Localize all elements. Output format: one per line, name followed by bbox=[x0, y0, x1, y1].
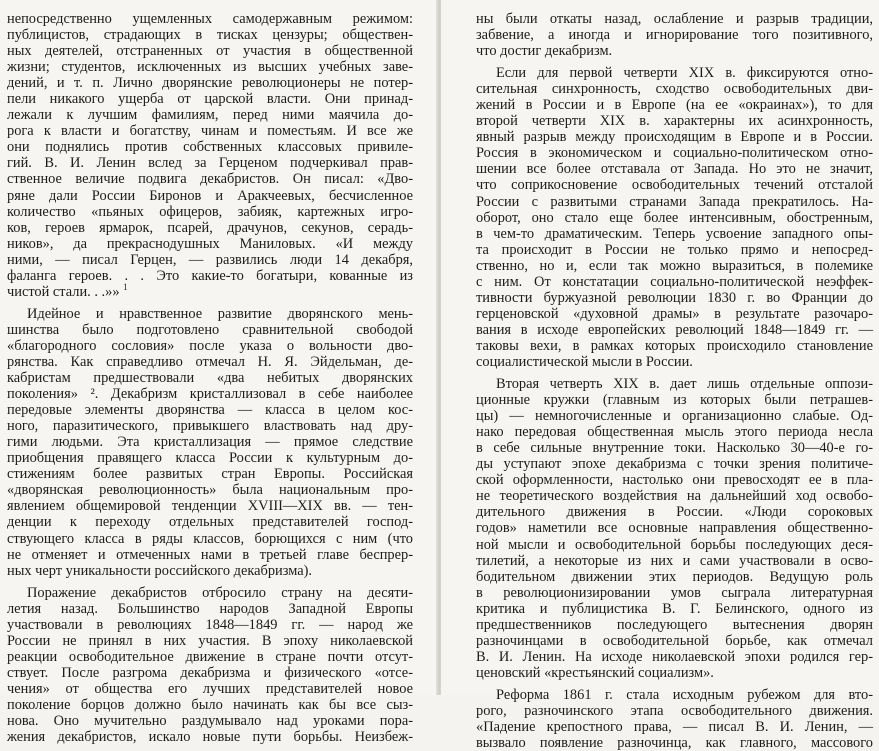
text-line: ствующего класса в ряды классов, борющихся с ним (что bbox=[7, 530, 413, 547]
text-line: забвение, а иногда и игнорирование того позитивного, bbox=[476, 27, 873, 44]
text-line: ними, — писал Герцен, — развились люди 14 декабря, bbox=[7, 251, 413, 268]
text-line: критика и публицистика В. Г. Белинского, одного из bbox=[476, 600, 873, 617]
text-line: фаланга героев. . . Это какие-то богатыри, кованные из bbox=[7, 267, 413, 284]
text-line: бодительном движении этих периодов. Ведущую роль bbox=[476, 568, 873, 585]
text-line: Поражение декабристов отбросило страну на десяти- bbox=[27, 584, 413, 601]
text-line: поколения» ². Декабризм кристаллизовал в себе наиболее bbox=[7, 386, 413, 403]
text-line: ствует. После разгрома декабризма и физического «отсе- bbox=[7, 664, 413, 681]
text-line: нако передовая общественная мысль этого периода несла bbox=[476, 424, 873, 441]
text-line: дительного движения в России. «Люди сороковых bbox=[476, 504, 873, 521]
text-line: гими людьми. Эта кристаллизация — прямое следствие bbox=[7, 434, 413, 451]
text-line: чистой стали. . .»» bbox=[7, 283, 124, 300]
text-line: Реформа 1861 г. стала исходным рубежом для вто- bbox=[496, 686, 873, 703]
text-line: в себе сильные внутренние токи. Насколько 30—40-е го- bbox=[476, 440, 873, 457]
text-line: «Падение крепостного права, — писал В. И. Ленин, — bbox=[476, 719, 873, 736]
text-line: явлением общемировой тенденции XVIII—XIX вв. — тен- bbox=[7, 498, 413, 515]
text-line: цы) — немногочисленные и организационно слабые. Од- bbox=[476, 408, 873, 425]
text-line: ственно, но и, если так можно выразиться, в полемике bbox=[476, 257, 873, 274]
text-line: что соприкосновение освободительных течений отсталой bbox=[476, 177, 873, 194]
text-line: публицистов, страдающих в тисках цензуры; обществен- bbox=[7, 27, 413, 44]
text-line: шинства было подготовлено сравнительной свободой bbox=[7, 321, 413, 338]
text-line: приобщения правящего класса России к культурным до- bbox=[7, 450, 413, 467]
text-line: количество «пьяных офицеров, забияк, картежных игро- bbox=[7, 203, 413, 220]
text-line: оборот, оно стало еще более интенсивным, обостренным, bbox=[476, 209, 873, 226]
text-line: рянства. Как справедливо отмечал Н. Я. Эйдельман, де- bbox=[7, 353, 413, 370]
text-line: вызвало появление разночинца, как главного, массового bbox=[476, 735, 873, 751]
text-line: таковы вехи, в рамках которых происходило становление bbox=[476, 337, 873, 354]
text-line: в революционизировании умов сыграла литературная bbox=[476, 584, 873, 601]
text-line: ственное величие подвига декабристов. Он писал: «Дво- bbox=[7, 171, 413, 188]
text-line: шении все более отставала от Запада. Но это не значит, bbox=[476, 161, 873, 178]
text-line: непосредственно ущемленных самодержавным режимом: bbox=[7, 11, 413, 27]
left-page bbox=[0, 0, 438, 746]
left-page-text bbox=[7, 11, 413, 745]
text-line: ды уступают эпохе декабризма с точки зрения политиче- bbox=[476, 456, 873, 473]
text-line: реакции освободительное движение в стране почти отсут- bbox=[7, 648, 413, 665]
footnote-marker: 1 bbox=[123, 282, 128, 292]
text-line: годов» наметили все основные направления общественно- bbox=[476, 520, 873, 537]
text-line: дений, и т. п. Лично дворянские революционеры не потер- bbox=[7, 75, 413, 92]
text-line: денции к переходу отдельных представителей господ- bbox=[7, 514, 413, 531]
text-line: стижениям более развитых стран Европы. Российская bbox=[7, 466, 413, 483]
text-line: «дворянская революционность» была национальным про- bbox=[7, 482, 413, 499]
text-line: ков, героев ярмарок, псарей, драчунов, секунов, серадь- bbox=[7, 219, 413, 236]
text-line: они поднялись против собственных классовых привиле- bbox=[7, 139, 413, 156]
text-line: сительная синхронность, сходство освободительных дви- bbox=[476, 81, 873, 98]
text-line: лежали к лучшим фамилиям, перед ними маячила до- bbox=[7, 107, 413, 124]
text-line: что достиг декабризм. bbox=[476, 43, 613, 60]
text-line: ны были откаты назад, ослабление и разрыв традиции, bbox=[476, 11, 873, 27]
text-line: Если для первой четверти XIX в. фиксируются отно- bbox=[496, 65, 873, 82]
right-page-text bbox=[476, 11, 873, 751]
text-line: в чем-то драматическим. Теперь усвоение западного опы- bbox=[476, 225, 873, 242]
text-line: В. И. Ленин. На исходе николаевской эпохи родился гер- bbox=[476, 648, 873, 665]
text-line: та происходит в России не только прямо и непосред- bbox=[476, 241, 873, 258]
text-line: Вторая четверть XIX в. дает лишь отдельные оппози- bbox=[496, 376, 873, 393]
text-line: ных деятелей, отстраненных от участия в общественной bbox=[7, 43, 413, 60]
right-page bbox=[441, 0, 879, 751]
text-line: ценовский «крестьянский социализм». bbox=[476, 664, 714, 681]
text-line: явный разрыв между происходящим в Европе и в России. bbox=[476, 129, 873, 146]
text-line: Идейное и нравственное развитие дворянского мень- bbox=[27, 305, 413, 322]
text-line: рого, разночинского этапа освободительного движения. bbox=[476, 702, 873, 719]
text-line: жений в России и в Европе (на ее «окраинах»), то для bbox=[476, 97, 873, 114]
text-line: с ним. От констатации социально-политической неэффек- bbox=[476, 273, 873, 290]
text-line: разночинцами в освободительной борьбе, как отмечал bbox=[476, 632, 873, 649]
text-line: предшественников последующего вытеснения дворян bbox=[476, 616, 873, 633]
text-line: Россия в экономическом и социально-политическом отно- bbox=[476, 145, 873, 162]
text-line: ряне дали России Биронов и Аракчеевых, бесчисленное bbox=[7, 187, 413, 204]
text-line: не теоретического воздействия на дальнейший ход освобо- bbox=[476, 488, 873, 505]
text-line: не отменяет и отмеченных нами в третьей главе беспрер- bbox=[7, 546, 413, 563]
text-line: герценовской «духовной драмы» в результате разочаро- bbox=[476, 305, 873, 322]
text-line: нова. Оно мучительно раздумывало над уроками пора- bbox=[7, 713, 413, 730]
text-line: ников», да прекраснодушных Маниловых. «И между bbox=[7, 235, 413, 252]
text-line: ской оформленности, настолько они превосходят ее в пла- bbox=[476, 472, 873, 489]
text-line: летия назад. Большинство народов Западной Европы bbox=[7, 600, 413, 617]
text-line: ционные кружки (главным из которых были петрашев- bbox=[476, 392, 873, 409]
text-line: участвовали в революциях 1848—1849 гг. — народ же bbox=[7, 616, 413, 633]
text-line: ных черт уникальности российского декабризма). bbox=[7, 562, 312, 579]
text-line: тивности буржуазной революции 1830 г. во Франции до bbox=[476, 289, 873, 306]
text-line: рога к власти и богатству, чинам и поместьям. И все же bbox=[7, 123, 413, 140]
text-line: пели никакого ущерба от царской власти. Они принад- bbox=[7, 91, 413, 108]
text-line: России не принял в них участия. В эпоху николаевской bbox=[7, 632, 413, 649]
text-line: ного, паразитического, привыкшего властвовать над дру- bbox=[7, 418, 413, 435]
text-line: кабристам предшествовали «два небитых дворянских bbox=[7, 370, 413, 387]
text-line: «благородного сословия» после указа о вольности дво- bbox=[7, 337, 413, 354]
text-line: поколение борцов должно было начинать как бы все сыз- bbox=[7, 696, 413, 713]
text-line: передовые элементы дворянства — класса в целом кос- bbox=[7, 402, 413, 419]
text-line: жения декабристов, искало новые пути борьбы. Неизбеж- bbox=[7, 729, 413, 746]
text-line: жизни; студентов, исключенных из высших учебных заве- bbox=[7, 59, 413, 76]
text-line: второй четверти XIX в. характерны их асинхронность, bbox=[476, 113, 873, 130]
text-line: социалистической мысли в России. bbox=[476, 353, 693, 370]
text-line: гий. В. И. Ленин вслед за Герценом подчеркивал прав- bbox=[7, 155, 413, 172]
text-line: России с развитыми странами Запада прекратилось. На- bbox=[476, 193, 873, 210]
text-line: тилетий, а некоторые из них и сами участвовали в осво- bbox=[476, 552, 873, 569]
text-line-with-footnote bbox=[7, 284, 413, 300]
text-line: чения» от общества его лучших представителей новое bbox=[7, 680, 413, 697]
text-line: ной мысли и освободительной борьбы последующих деся- bbox=[476, 536, 873, 553]
text-line: вания в исходе европейских революций 1848—1849 гг. — bbox=[476, 321, 873, 338]
